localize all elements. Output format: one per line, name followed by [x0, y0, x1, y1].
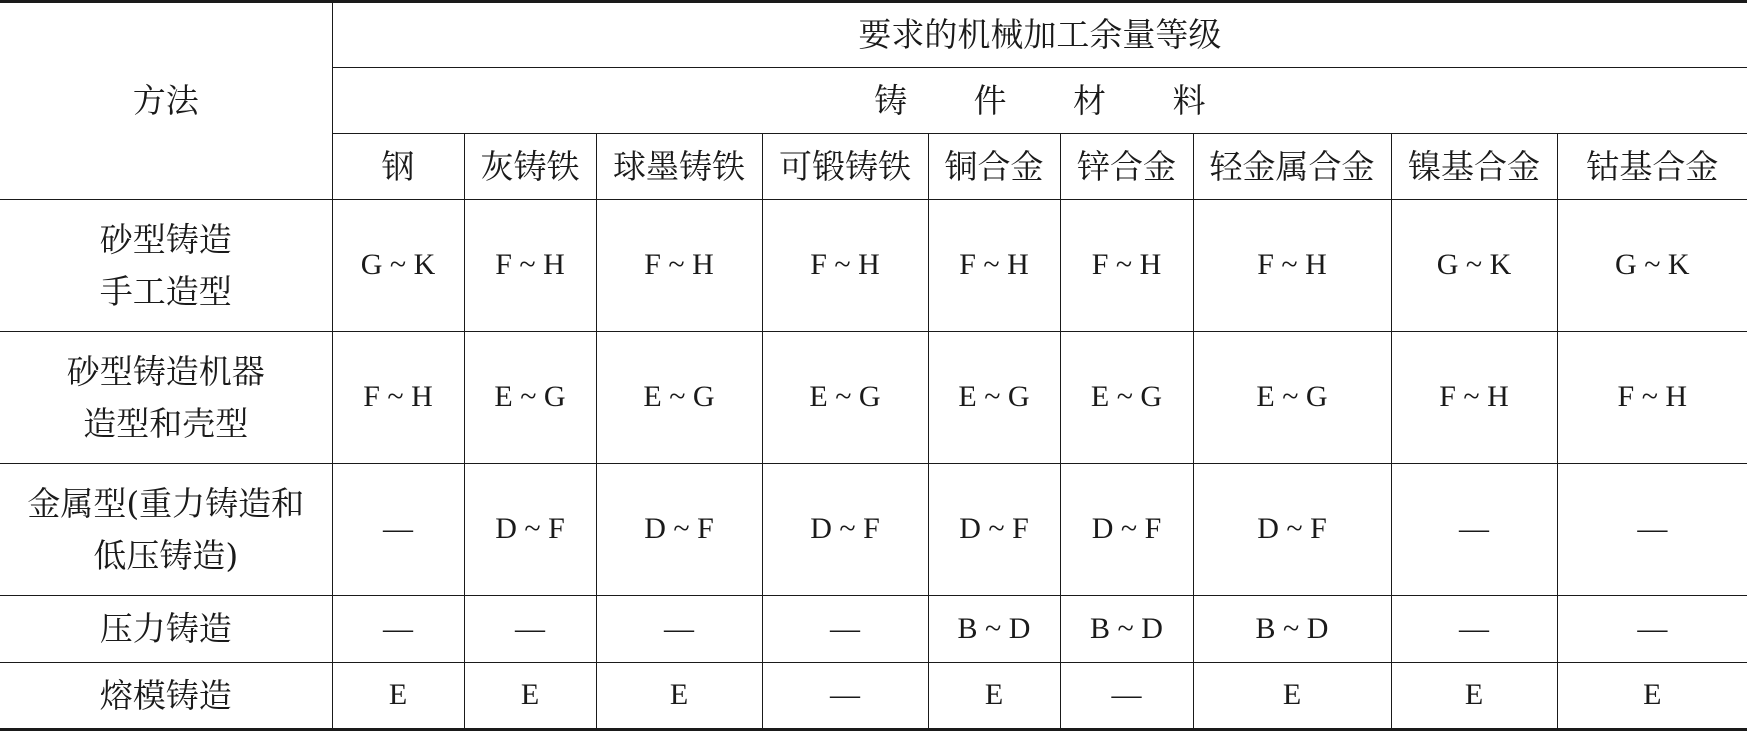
method-cell [0, 464, 332, 596]
grade-cell: E ~ G [464, 332, 596, 464]
grade-cell: — [596, 596, 762, 663]
method-line: 砂型铸造机器 [66, 352, 265, 392]
grade-cell: B ~ D [1193, 596, 1391, 663]
method-line: 造型和壳型 [83, 403, 249, 443]
grade-cell: — [1391, 464, 1557, 596]
material-header: 钴基合金 [1557, 134, 1747, 200]
grade-cell: F ~ H [464, 200, 596, 332]
grade-cell: D ~ F [928, 464, 1060, 596]
grade-cell: F ~ H [332, 332, 464, 464]
grade-cell: B ~ D [1060, 596, 1193, 663]
grade-cell: D ~ F [464, 464, 596, 596]
grade-cell: E ~ G [1060, 332, 1193, 464]
method-line: 砂型铸造 [99, 220, 232, 260]
grade-cell: E [1557, 663, 1747, 730]
table-row [0, 464, 1747, 596]
grade-cell: F ~ H [596, 200, 762, 332]
material-header: 铜合金 [928, 134, 1060, 200]
grade-cell: — [762, 596, 928, 663]
grade-cell: F ~ H [1557, 332, 1747, 464]
grade-cell: G ~ K [1391, 200, 1557, 332]
material-header: 球墨铸铁 [596, 134, 762, 200]
grade-cell: D ~ F [1193, 464, 1391, 596]
method-line: 压力铸造 [99, 609, 232, 649]
material-header: 灰铸铁 [464, 134, 596, 200]
grade-cell: — [1060, 663, 1193, 730]
grade-cell: G ~ K [1557, 200, 1747, 332]
grade-cell: — [332, 596, 464, 663]
method-cell [0, 596, 332, 663]
grade-cell: E [928, 663, 1060, 730]
grade-cell: D ~ F [762, 464, 928, 596]
grade-cell: E [1193, 663, 1391, 730]
grade-cell: B ~ D [928, 596, 1060, 663]
grade-cell: E ~ G [1193, 332, 1391, 464]
grade-cell: E ~ G [762, 332, 928, 464]
method-cell [0, 663, 332, 730]
grade-cell: — [1557, 464, 1747, 596]
grade-cell: F ~ H [1193, 200, 1391, 332]
method-cell [0, 200, 332, 332]
material-header: 轻金属合金 [1193, 134, 1391, 200]
header-method: 方法 [0, 2, 332, 200]
grade-cell: E [464, 663, 596, 730]
grade-cell: E ~ G [928, 332, 1060, 464]
header-allowance-grade: 要求的机械加工余量等级 [332, 2, 1747, 68]
grade-cell: F ~ H [1391, 332, 1557, 464]
table-row [0, 332, 1747, 464]
grade-cell: E [1391, 663, 1557, 730]
material-header: 钢 [332, 134, 464, 200]
material-header: 可锻铸铁 [762, 134, 928, 200]
grade-cell: — [332, 464, 464, 596]
grade-cell: — [1391, 596, 1557, 663]
material-header: 锌合金 [1060, 134, 1193, 200]
header-casting-material: 铸 件 材 料 [332, 68, 1747, 134]
method-line: 低压铸造) [93, 535, 239, 575]
method-cell [0, 332, 332, 464]
header-row-group [0, 2, 1747, 68]
table-row [0, 596, 1747, 663]
method-line: 金属型(重力铸造和 [27, 484, 305, 524]
grade-cell: E ~ G [596, 332, 762, 464]
grade-cell: D ~ F [1060, 464, 1193, 596]
grade-cell: — [762, 663, 928, 730]
material-header: 镍基合金 [1391, 134, 1557, 200]
grade-cell: F ~ H [928, 200, 1060, 332]
grade-cell: E [596, 663, 762, 730]
table-row [0, 200, 1747, 332]
table-row [0, 663, 1747, 730]
method-line: 熔模铸造 [99, 675, 232, 715]
grade-cell: G ~ K [332, 200, 464, 332]
grade-cell: D ~ F [596, 464, 762, 596]
grade-cell: F ~ H [1060, 200, 1193, 332]
grade-cell: E [332, 663, 464, 730]
grade-cell: — [464, 596, 596, 663]
grade-cell: F ~ H [762, 200, 928, 332]
method-line: 手工造型 [99, 271, 232, 311]
grade-cell: — [1557, 596, 1747, 663]
